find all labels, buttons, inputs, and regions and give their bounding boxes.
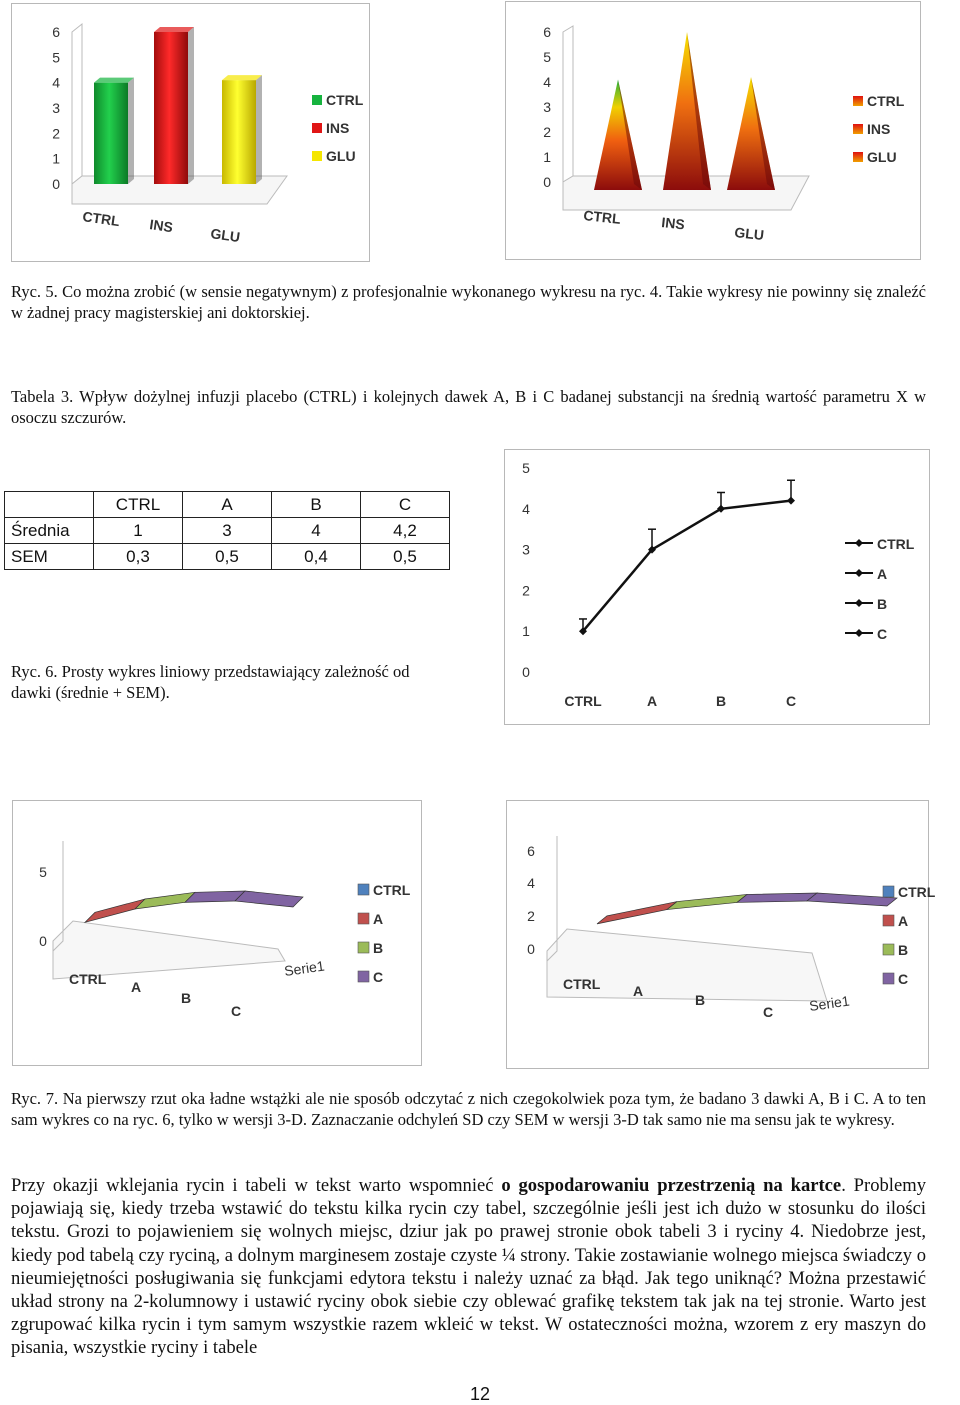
x-category-label: CTRL — [81, 208, 121, 230]
legend-swatch — [883, 915, 894, 926]
legend-label: B — [898, 942, 909, 958]
bar-side — [256, 75, 262, 184]
x-category-label: INS — [148, 216, 174, 236]
bar-top — [222, 75, 262, 80]
y-tick-label: 0 — [522, 664, 530, 680]
x-category-label: B — [695, 992, 706, 1008]
body-text-bold: o gospodarowaniu przestrzenią na kartce — [501, 1175, 842, 1196]
legend-label: C — [373, 969, 384, 985]
table-header-cell: B — [272, 492, 361, 518]
y-tick-label: 3 — [522, 541, 530, 558]
fig5-right-svg — [506, 2, 920, 259]
bar-front — [94, 83, 128, 184]
data-point — [787, 497, 795, 505]
x-category-label: CTRL — [69, 971, 107, 987]
bar-side — [188, 27, 194, 184]
x-category-label: C — [785, 693, 797, 709]
table-cell: 0,5 — [183, 544, 272, 570]
fig6-plot — [579, 480, 795, 635]
y-tick-label: 1 — [52, 150, 60, 167]
y-tick-label: 0 — [39, 933, 47, 949]
legend-label: A — [373, 911, 384, 927]
x-category-label: CTRL — [582, 207, 622, 227]
legend-swatch — [358, 971, 369, 982]
fig7-left-ribbon — [85, 891, 303, 922]
ribbon-segment — [737, 893, 817, 902]
body-text-part2: . Problemy pojawiają się, kiedy trzeba wstawić do tekstu kilka rycin czy tabel, szczególnie jeśli jest ich dużo w stosunku do ilości tekstu. Grozi to pojawieniem się wolnych miejsc, dziur jak po prawej stronie obok tabeli 3 i ryciny 4. Niedobrze jest, kiedy pod tabelą czy ryciną, a dolnym marginesem zostaje czyste ¼ strony. Takie zostawianie wolnego miejsca świadczy o nieumiejętności posługiwania się funkcjami edytora tekstu i należy uznać za błąd. Jak tego uniknąć? Można przestawić układ strony na 2-kolumnowy i ustawić ryciny obok siebie czy oblewać grafikę tekstem tak jak na tej stronie. Warto jest zgrupować kilka rycin i tym samym wszystkie razem wkleić w tekst. W ostateczności można, wzorem z ery maszyn do pisania, wszystkie ryciny i tabele — [11, 1175, 926, 1359]
x-category-label: CTRL — [564, 693, 602, 709]
x-category-label: A — [646, 693, 658, 709]
cone-INS — [663, 32, 711, 190]
legend-swatch — [883, 973, 894, 984]
legend-swatch — [312, 151, 322, 161]
bar-side — [128, 78, 134, 184]
y-tick-label: 2 — [522, 582, 530, 599]
x-category-label: GLU — [209, 225, 242, 246]
series-line — [583, 501, 791, 632]
ribbon-segment — [597, 902, 677, 924]
table-cell: 0,5 — [361, 544, 450, 570]
legend-label: B — [877, 596, 888, 612]
x-category-label: C — [231, 1003, 242, 1019]
legend-swatch — [358, 942, 369, 953]
depth-label: Serie1 — [283, 957, 326, 979]
legend-label: CTRL — [867, 93, 905, 109]
bar-GLU — [222, 75, 262, 184]
legend-label: GLU — [867, 149, 897, 165]
y-tick-label: 1 — [543, 149, 551, 165]
legend-marker — [855, 629, 863, 637]
legend-swatch — [853, 96, 863, 106]
fig6-svg — [505, 450, 929, 724]
y-tick-label: 1 — [522, 623, 530, 640]
legend-label: CTRL — [373, 882, 411, 898]
table3-caption: Tabela 3. Wpływ dożylnej infuzji placebo (CTRL) i kolejnych dawek A, B i C badanej substancji na średnią wartość parametru X w osoczu szczurów. — [11, 387, 926, 427]
y-tick-label: 3 — [543, 99, 551, 115]
y-tick-label: 4 — [543, 74, 551, 90]
figure7-caption: Ryc. 7. Na pierwszy rzut oka ładne wstążki ale nie sposób odczytać z nich czegokolwiek poza tym, że badano 3 dawki A, B i C. A to ten sam wykres co na ryc. 6, tylko w wersji 3-D. Zaznaczanie odchyleń SD czy SEM w wersji 3-D tak samo nie ma sensu jak te wykresy. — [11, 1089, 926, 1129]
table-cell: Średnia — [5, 518, 94, 544]
legend-label: GLU — [326, 148, 356, 164]
y-tick-label: 2 — [52, 125, 60, 142]
legend-label: C — [877, 626, 888, 642]
y-tick-label: 4 — [527, 875, 535, 891]
x-category-label: B — [715, 693, 727, 709]
figure5-right-chart — [505, 1, 921, 260]
bar-top — [154, 27, 194, 32]
table-cell: 0,3 — [94, 544, 183, 570]
legend-label: CTRL — [326, 92, 364, 108]
legend-label: B — [373, 940, 384, 956]
y-tick-label: 5 — [52, 49, 60, 66]
body-paragraph — [11, 1174, 926, 1360]
legend-marker — [855, 539, 863, 547]
y-tick-label: 6 — [527, 843, 535, 859]
table-cell: 4,2 — [361, 518, 450, 544]
bar-top — [94, 78, 134, 83]
y-tick-label: 6 — [52, 24, 60, 40]
legend-swatch — [312, 95, 322, 105]
fig7-left-axes — [53, 841, 285, 979]
table-header-cell: C — [361, 492, 450, 518]
figure5-left-chart — [11, 3, 370, 262]
legend-swatch — [853, 124, 863, 134]
x-category-label: A — [633, 983, 644, 999]
legend-swatch — [312, 123, 322, 133]
x-category-label: A — [131, 979, 142, 995]
axis-wall — [72, 24, 82, 184]
table-cell: SEM — [5, 544, 94, 570]
y-tick-label: 0 — [543, 174, 551, 190]
figure6-chart — [504, 449, 930, 725]
bar-front — [154, 32, 188, 184]
fig7-right-ribbon — [597, 893, 897, 924]
legend-swatch — [358, 884, 369, 895]
y-tick-label: 5 — [543, 49, 551, 65]
x-category-label: CTRL — [563, 976, 601, 992]
bar-front — [222, 80, 256, 184]
ribbon-segment — [235, 891, 303, 907]
figure5-caption: Ryc. 5. Co można zrobić (w sensie negatywnym) z profesjonalnie wykonanego wykresu na ryc. 4. Takie wykresy nie powinny się znaleźć w żadnej pracy magisterskiej ani doktorskiej. — [11, 282, 926, 322]
legend-marker — [855, 569, 863, 577]
legend-label: CTRL — [898, 884, 936, 900]
fig7-left-svg — [13, 801, 421, 1065]
table-cell: 1 — [94, 518, 183, 544]
y-tick-label: 2 — [543, 124, 551, 140]
fig5-left-bars — [94, 27, 262, 184]
table-cell: 3 — [183, 518, 272, 544]
cone-CTRL — [594, 80, 642, 191]
table-row — [5, 518, 450, 544]
ribbon-segment — [667, 894, 747, 909]
x-category-label: C — [763, 1004, 774, 1020]
legend-label: INS — [867, 121, 891, 137]
table-header-cell: CTRL — [94, 492, 183, 518]
legend-swatch — [883, 944, 894, 955]
figure6-caption: Ryc. 6. Prosty wykres liniowy przedstawiający zależność od dawki (średnie + SEM). — [11, 662, 410, 702]
x-category-label: GLU — [733, 224, 765, 244]
axis-wall — [563, 26, 573, 182]
figure7-left-chart — [12, 800, 422, 1066]
body-text-part1: Przy okazji wklejania rycin i tabeli w tekst warto wspomnieć — [11, 1175, 502, 1196]
legend-swatch — [883, 886, 894, 897]
table-header-cell — [5, 492, 94, 518]
y-tick-label: 6 — [543, 24, 551, 40]
legend-swatch — [358, 913, 369, 924]
y-tick-label: 4 — [522, 500, 530, 517]
fig7-right-svg — [507, 801, 936, 1068]
fig5-left-svg — [12, 4, 369, 261]
fig5-right-cones — [594, 32, 775, 190]
depth-label: Serie1 — [808, 992, 851, 1014]
ribbon-segment — [85, 899, 145, 922]
table-row — [5, 544, 450, 570]
fig6-labels — [522, 460, 915, 709]
y-tick-label: 3 — [52, 100, 60, 116]
x-category-label: B — [181, 990, 192, 1006]
y-tick-label: 4 — [52, 74, 60, 91]
bar-CTRL — [94, 78, 134, 184]
legend-label: A — [898, 913, 909, 929]
legend-label: A — [877, 566, 888, 582]
legend-label: C — [898, 971, 909, 987]
y-tick-label: 5 — [522, 460, 530, 476]
table-cell: 4 — [272, 518, 361, 544]
y-tick-label: 0 — [527, 941, 535, 957]
y-tick-label: 5 — [39, 864, 47, 880]
y-tick-label: 0 — [52, 176, 60, 192]
legend-marker — [855, 599, 863, 607]
legend-label: CTRL — [877, 536, 915, 552]
table-cell: 0,4 — [272, 544, 361, 570]
figure7-right-chart — [506, 800, 936, 1069]
bar-INS — [154, 27, 194, 184]
table-header-cell: A — [183, 492, 272, 518]
y-tick-label: 2 — [527, 908, 535, 924]
legend-swatch — [853, 152, 863, 162]
legend-label: INS — [326, 120, 350, 136]
ribbon-segment — [135, 892, 195, 909]
cone-GLU — [727, 77, 775, 190]
table-header-row — [5, 492, 450, 518]
page-number: 12 — [469, 1384, 491, 1404]
table3 — [4, 491, 450, 570]
x-category-label: INS — [660, 214, 686, 233]
